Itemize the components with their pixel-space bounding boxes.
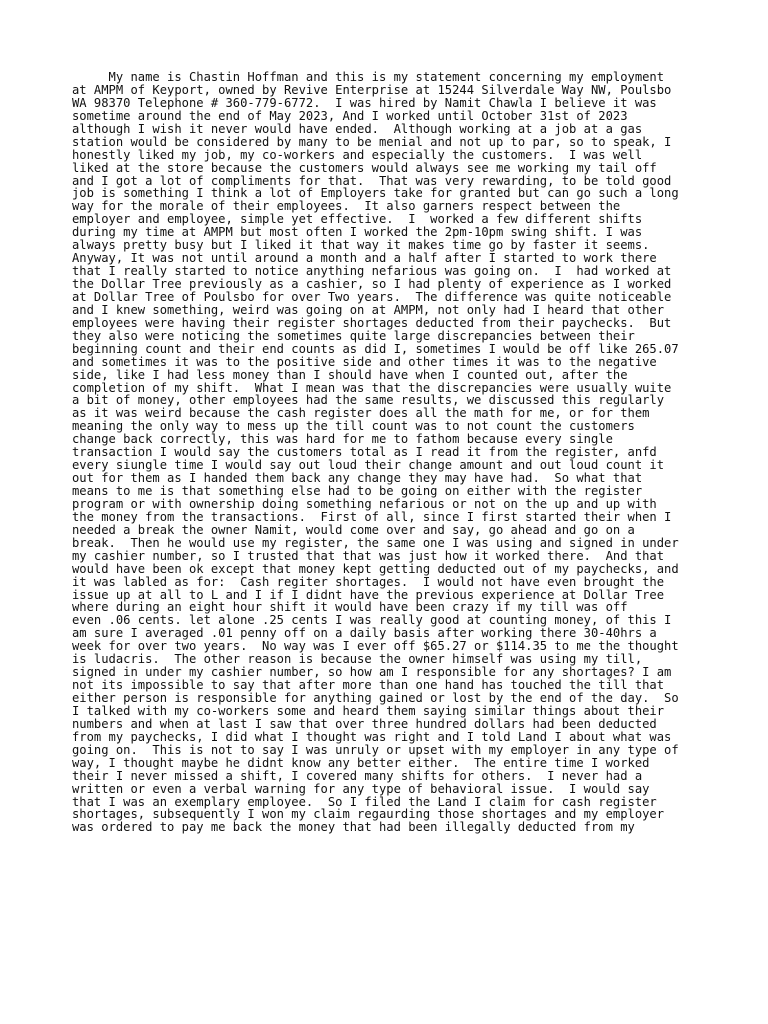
statement-line: liked at the store because the customers would always see me working my tail off bbox=[72, 160, 657, 175]
statement-line: needed a break the owner Namit, would come over and say, go ahead and go on a bbox=[72, 522, 635, 537]
statement-line: sometime around the end of May 2023, And I worked until October 31st of 2023 bbox=[72, 108, 628, 123]
statement-line: beginning count and their end counts as did I, sometimes I would be off like 265.07 bbox=[72, 341, 679, 356]
statement-line: break. Then he would use my register, the same one I was using and signed in under bbox=[72, 535, 679, 550]
statement-line: they also were noticing the sometimes quite large discrepancies between their bbox=[72, 328, 635, 343]
statement-line: program or with ownership doing something nefarious or not on the up and up with bbox=[72, 496, 657, 511]
statement-line: means to me is that something else had to be going on either with the register bbox=[72, 484, 643, 498]
statement-line: every siungle time I would say out loud their change amount and out loud count it bbox=[72, 458, 665, 473]
statement-line: Anyway, It was not until around a month and a half after I started to work there bbox=[72, 251, 657, 266]
statement-line: numbers and when at last I saw that over three hundred dollars had been deducted bbox=[72, 716, 657, 731]
statement-line: and I got a lot of compliments for that. That was very rewarding, to be told good bbox=[72, 173, 672, 188]
statement-line: either person is responsible for anything gained or lost by the end of the day. So bbox=[72, 691, 679, 705]
statement-line: a bit of money, other employees had the same results, we discussed this regularly bbox=[72, 393, 665, 408]
statement-line: shortages, subsequently I won my claim regaurding those shortages and my employer bbox=[72, 807, 665, 822]
statement-line: not its impossible to say that after more than one hand has touched the till that bbox=[72, 678, 665, 693]
statement-line: completion of my shift. What I mean was that the discrepancies were usually wuite bbox=[72, 380, 672, 395]
statement-line: change back correctly, this was hard for me to fathom because every single bbox=[72, 432, 613, 447]
statement-line: going on. This is not to say I was unruly or upset with my employer in any type of bbox=[72, 742, 679, 757]
statement-line: always pretty busy but I liked it that way it makes time go by faster it seems. bbox=[72, 238, 650, 253]
statement-line: signed in under my cashier number, so how am I responsible for any shortages? I am bbox=[72, 665, 672, 680]
statement-line: that I really started to notice anything nefarious was going on. I had worked at bbox=[72, 264, 672, 279]
statement-line: from my paychecks, I did what I thought was right and I told Land I about what was bbox=[72, 729, 672, 744]
statement-line: way, I thought maybe he didnt know any better either. The entire time I worked bbox=[72, 755, 650, 770]
statement-line: my cashier number, so I trusted that that was just how it worked there. And that bbox=[72, 548, 665, 563]
statement-line: week for over two years. No way was I ever off $65.27 or $114.35 to me the thought bbox=[72, 639, 679, 654]
statement-line: way for the morale of their employees. It also garners respect between the bbox=[72, 199, 621, 214]
statement-line: WA 98370 Telephone # 360-779-6772. I was hired by Namit Chawla I believe it was bbox=[72, 95, 657, 110]
statement-line: I talked with my co-workers some and heard them saying similar things about their bbox=[72, 703, 665, 718]
statement-line: at AMPM of Keyport, owned by Revive Enterprise at 15244 Silverdale Way NW, Poulsbo bbox=[72, 82, 672, 97]
statement-line: is ludacris. The other reason is because the owner himself was using my till, bbox=[72, 652, 643, 667]
statement-line: meaning the only way to mess up the till count was to not count the customers bbox=[72, 419, 635, 434]
statement-line: even .06 cents. let alone .25 cents I was really good at counting money, of this I bbox=[72, 613, 672, 628]
statement-line: employees were having their register shortages deducted from their paychecks. But bbox=[72, 315, 672, 330]
statement-line: employer and employee, simple yet effective. I worked a few different shifts bbox=[72, 212, 643, 227]
statement-line: side, like I had less money than I should have when I counted out, after the bbox=[72, 367, 628, 382]
statement-line: during my time at AMPM but most often I worked the 2pm-10pm swing shift. I was bbox=[72, 225, 643, 240]
statement-line: although I wish it never would have ended. Although working at a job at a gas bbox=[72, 121, 643, 136]
statement-line: honestly liked my job, my co-workers and especially the customers. I was well bbox=[72, 147, 643, 162]
statement-line: the Dollar Tree previously as a cashier, so I had plenty of experience as I worked bbox=[72, 277, 672, 291]
statement-line: was ordered to pay me back the money that had been illegally deducted from my bbox=[72, 820, 635, 835]
statement-line: the money from the transactions. First of all, since I first started their when I bbox=[72, 509, 672, 524]
statement-line: out for them as I handed them back any change they may have had. So what that bbox=[72, 471, 643, 486]
statement-line: issue up at all to L and I if I didnt have the previous experience at Dollar Tree bbox=[72, 587, 665, 602]
statement-line: that I was an exemplary employee. So I filed the Land I claim for cash register bbox=[72, 794, 657, 809]
statement-line: would have been ok except that money kept getting deducted out of my paychecks, and bbox=[72, 561, 679, 576]
statement-line: it was labled as for: Cash regiter shortages. I would not have even brought the bbox=[72, 574, 665, 589]
statement-line: written or even a verbal warning for any type of behavioral issue. I would say bbox=[72, 781, 650, 796]
statement-line: My name is Chastin Hoffman and this is my statement concerning my employment bbox=[72, 70, 665, 84]
statement-line: where during an eight hour shift it would have been crazy if my till was off bbox=[72, 600, 628, 615]
statement-line: and I knew something, weird was going on at AMPM, not only had I heard that other bbox=[72, 302, 665, 317]
statement-body bbox=[72, 71, 679, 834]
statement-line: station would be considered by many to be menial and not up to par, so to speak, I bbox=[72, 134, 672, 149]
statement-line: job is something I think a lot of Employers take for granted but can go such a long bbox=[72, 186, 679, 201]
statement-line: at Dollar Tree of Poulsbo for over Two years. The difference was quite noticeable bbox=[72, 289, 672, 304]
statement-line: and sometimes it was to the positive side and other times it was to the negative bbox=[72, 354, 657, 369]
statement-line: transaction I would say the customers total as I read it from the register, anfd bbox=[72, 445, 657, 460]
statement-line: as it was weird because the cash register does all the math for me, or for them bbox=[72, 406, 650, 421]
statement-line: am sure I averaged .01 penny off on a daily basis after working there 30-40hrs a bbox=[72, 626, 657, 641]
statement-line: their I never missed a shift, I covered many shifts for others. I never had a bbox=[72, 768, 643, 783]
